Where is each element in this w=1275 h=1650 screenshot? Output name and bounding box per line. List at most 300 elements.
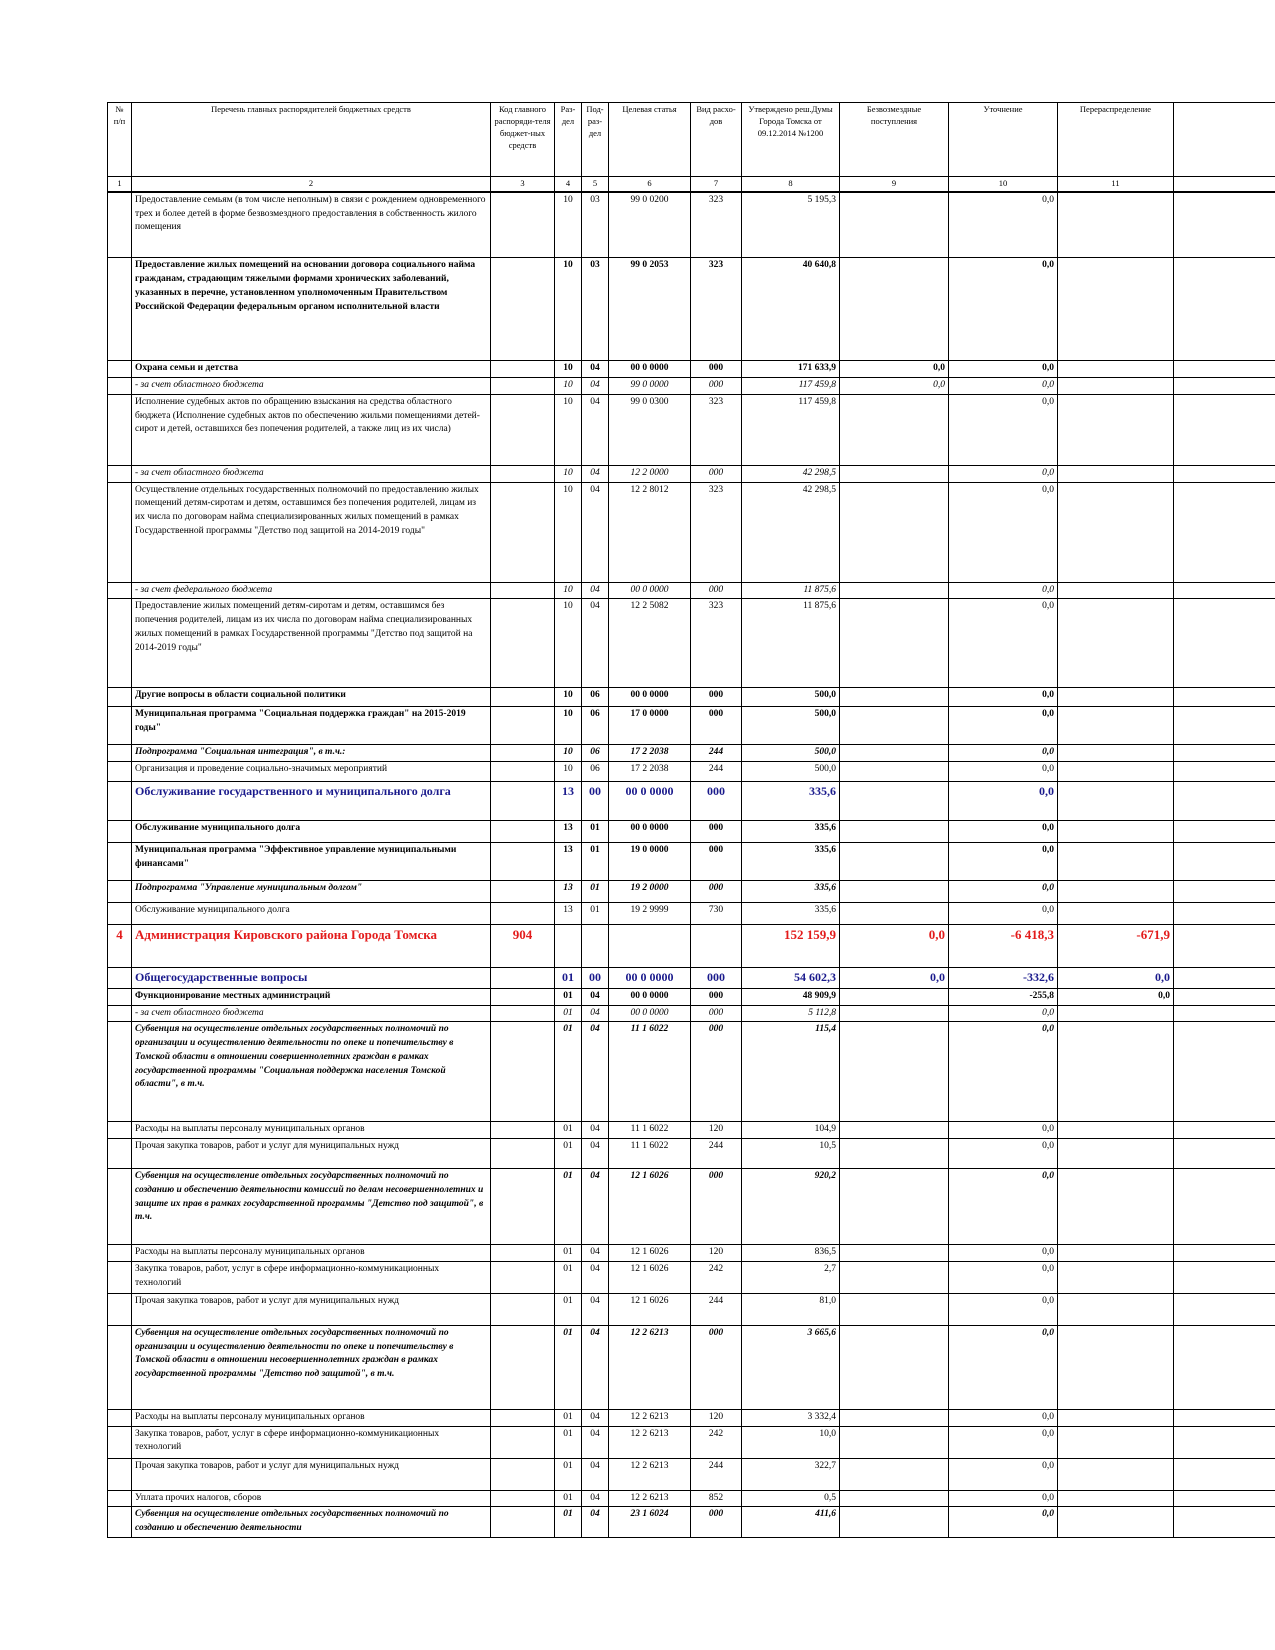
section: 10 xyxy=(555,394,582,465)
admin-code xyxy=(491,1261,555,1293)
extra-cell xyxy=(1174,1139,1275,1169)
row-number xyxy=(108,745,132,762)
approved-amount: 500,0 xyxy=(742,688,840,707)
table-row xyxy=(108,1139,1275,1169)
target-article: 19 0 0000 xyxy=(609,843,691,881)
extra-cell xyxy=(1174,843,1275,881)
target-article: 99 0 0200 xyxy=(609,192,691,258)
table-row xyxy=(108,745,1275,762)
extra-cell xyxy=(1174,192,1275,258)
subsection: 04 xyxy=(582,1261,609,1293)
item-name: Муниципальная программа "Социальная поддержка граждан" на 2015-2019 годы" xyxy=(132,707,491,745)
admin-code: 904 xyxy=(491,925,555,968)
clarification: 0,0 xyxy=(949,688,1058,707)
approved-amount: 836,5 xyxy=(742,1245,840,1262)
column-number: 11 xyxy=(1058,177,1174,192)
section: 01 xyxy=(555,1022,582,1122)
item-name: Субвенция на осуществление отдельных государственных полномочий по созданию и обеспечению деятельности комиссий по делам несовершеннолетних и защите их прав в рамках государственной программы "Детство под защитой", в т.ч. xyxy=(132,1169,491,1245)
extra-cell xyxy=(1174,1426,1275,1458)
expense-type: 000 xyxy=(691,582,742,599)
clarification: 0,0 xyxy=(949,1022,1058,1122)
section: 10 xyxy=(555,378,582,395)
target-article: 99 0 0300 xyxy=(609,394,691,465)
subsection: 04 xyxy=(582,1139,609,1169)
expense-type: 000 xyxy=(691,465,742,482)
clarification: 0,0 xyxy=(949,1245,1058,1262)
clarification: 0,0 xyxy=(949,1293,1058,1325)
admin-code xyxy=(491,192,555,258)
table-row xyxy=(108,599,1275,688)
admin-code xyxy=(491,968,555,988)
redistribution xyxy=(1058,1325,1174,1409)
subsection: 04 xyxy=(582,1490,609,1507)
section: 10 xyxy=(555,599,582,688)
approved-amount: 48 909,9 xyxy=(742,988,840,1005)
row-number xyxy=(108,361,132,378)
clarification: 0,0 xyxy=(949,192,1058,258)
admin-code xyxy=(491,1022,555,1122)
redistribution xyxy=(1058,1293,1174,1325)
row-number xyxy=(108,988,132,1005)
target-article: 11 1 6022 xyxy=(609,1022,691,1122)
table-row xyxy=(108,1409,1275,1426)
extra-cell xyxy=(1174,1005,1275,1022)
expense-type: 000 xyxy=(691,988,742,1005)
subsection: 04 xyxy=(582,465,609,482)
approved-amount: 104,9 xyxy=(742,1122,840,1139)
section: 10 xyxy=(555,745,582,762)
target-article: 12 2 6213 xyxy=(609,1426,691,1458)
section: 13 xyxy=(555,843,582,881)
section: 01 xyxy=(555,1169,582,1245)
subsection: 06 xyxy=(582,707,609,745)
target-article: 12 2 6213 xyxy=(609,1490,691,1507)
subsection: 04 xyxy=(582,482,609,582)
item-name: Уплата прочих налогов, сборов xyxy=(132,1490,491,1507)
table-row xyxy=(108,968,1275,988)
redistribution xyxy=(1058,394,1174,465)
section: 13 xyxy=(555,881,582,903)
row-number xyxy=(108,782,132,821)
row-number xyxy=(108,258,132,361)
target-article: 12 2 8012 xyxy=(609,482,691,582)
subsection: 04 xyxy=(582,1409,609,1426)
free-receipts xyxy=(840,1325,949,1409)
expense-type: 000 xyxy=(691,1005,742,1022)
extra-cell xyxy=(1174,688,1275,707)
target-article: 00 0 0000 xyxy=(609,582,691,599)
subsection: 04 xyxy=(582,1169,609,1245)
extra-cell xyxy=(1174,925,1275,968)
column-number: 5 xyxy=(582,177,609,192)
expense-type: 000 xyxy=(691,1169,742,1245)
extra-cell xyxy=(1174,394,1275,465)
section: 01 xyxy=(555,1122,582,1139)
free-receipts xyxy=(840,1261,949,1293)
redistribution xyxy=(1058,1507,1174,1538)
row-number xyxy=(108,1409,132,1426)
clarification: 0,0 xyxy=(949,1507,1058,1538)
admin-code xyxy=(491,688,555,707)
approved-amount: 322,7 xyxy=(742,1458,840,1490)
clarification: 0,0 xyxy=(949,881,1058,903)
free-receipts xyxy=(840,482,949,582)
row-number xyxy=(108,378,132,395)
expense-type: 000 xyxy=(691,688,742,707)
clarification: 0,0 xyxy=(949,1490,1058,1507)
admin-code xyxy=(491,843,555,881)
section: 10 xyxy=(555,762,582,782)
subsection xyxy=(582,925,609,968)
extra-cell xyxy=(1174,762,1275,782)
table-row xyxy=(108,1458,1275,1490)
row-number xyxy=(108,1122,132,1139)
free-receipts: 0,0 xyxy=(840,925,949,968)
free-receipts xyxy=(840,1005,949,1022)
approved-amount: 54 602,3 xyxy=(742,968,840,988)
free-receipts xyxy=(840,782,949,821)
admin-code xyxy=(491,903,555,925)
free-receipts xyxy=(840,465,949,482)
row-number xyxy=(108,1507,132,1538)
extra-cell xyxy=(1174,258,1275,361)
redistribution xyxy=(1058,1169,1174,1245)
clarification: 0,0 xyxy=(949,1122,1058,1139)
expense-type: 120 xyxy=(691,1409,742,1426)
table-row xyxy=(108,1245,1275,1262)
expense-type: 000 xyxy=(691,1325,742,1409)
table-row xyxy=(108,988,1275,1005)
extra-cell xyxy=(1174,707,1275,745)
extra-cell xyxy=(1174,465,1275,482)
item-name: Общегосударственные вопросы xyxy=(132,968,491,988)
redistribution: 0,0 xyxy=(1058,988,1174,1005)
extra-cell xyxy=(1174,1507,1275,1538)
table-row xyxy=(108,881,1275,903)
approved-amount: 117 459,8 xyxy=(742,378,840,395)
table-row xyxy=(108,762,1275,782)
approved-amount: 115,4 xyxy=(742,1022,840,1122)
admin-code xyxy=(491,1409,555,1426)
subsection: 04 xyxy=(582,1122,609,1139)
subsection: 04 xyxy=(582,361,609,378)
column-numbers-row xyxy=(108,177,1275,192)
target-article: 00 0 0000 xyxy=(609,821,691,843)
target-article xyxy=(609,925,691,968)
expense-type: 000 xyxy=(691,1022,742,1122)
column-number: 8 xyxy=(742,177,840,192)
column-number: 2 xyxy=(132,177,491,192)
clarification: 0,0 xyxy=(949,1325,1058,1409)
column-number: 6 xyxy=(609,177,691,192)
target-article: 00 0 0000 xyxy=(609,968,691,988)
table-row xyxy=(108,582,1275,599)
item-name: - за счет областного бюджета xyxy=(132,465,491,482)
admin-code xyxy=(491,1325,555,1409)
item-name: Субвенция на осуществление отдельных государственных полномочий по организации и осуществлению деятельности по опеке и попечительству в Томской области в отношении совершеннолетних граждан в рамках государственной программы "Социальная поддержка населения Томской области", в т.ч. xyxy=(132,1022,491,1122)
clarification: 0,0 xyxy=(949,1169,1058,1245)
row-number xyxy=(108,192,132,258)
table-row xyxy=(108,821,1275,843)
approved-amount: 335,6 xyxy=(742,903,840,925)
approved-amount: 3 665,6 xyxy=(742,1325,840,1409)
expense-type: 323 xyxy=(691,192,742,258)
admin-code xyxy=(491,1458,555,1490)
target-article: 12 2 5082 xyxy=(609,599,691,688)
admin-code xyxy=(491,1139,555,1169)
redistribution xyxy=(1058,258,1174,361)
approved-amount: 5 195,3 xyxy=(742,192,840,258)
column-number: 10 xyxy=(949,177,1058,192)
header-free: Безвозмездные поступления xyxy=(840,103,949,177)
redistribution xyxy=(1058,1409,1174,1426)
row-number xyxy=(108,843,132,881)
extra-cell xyxy=(1174,1409,1275,1426)
clarification: 0,0 xyxy=(949,1409,1058,1426)
header-redistribution: Перераспределение xyxy=(1058,103,1174,177)
approved-amount: 2,7 xyxy=(742,1261,840,1293)
clarification: -6 418,3 xyxy=(949,925,1058,968)
item-name: Обслуживание муниципального долга xyxy=(132,903,491,925)
free-receipts xyxy=(840,192,949,258)
section: 01 xyxy=(555,1293,582,1325)
subsection: 00 xyxy=(582,782,609,821)
subsection: 01 xyxy=(582,881,609,903)
subsection: 04 xyxy=(582,1245,609,1262)
free-receipts xyxy=(840,394,949,465)
redistribution xyxy=(1058,707,1174,745)
item-name: - за счет федерального бюджета xyxy=(132,582,491,599)
target-article: 00 0 0000 xyxy=(609,988,691,1005)
extra-cell xyxy=(1174,782,1275,821)
section: 01 xyxy=(555,1409,582,1426)
header-type: Вид расхо-дов xyxy=(691,103,742,177)
approved-amount: 335,6 xyxy=(742,821,840,843)
column-number xyxy=(1174,177,1275,192)
header-extra xyxy=(1174,103,1275,177)
redistribution xyxy=(1058,1122,1174,1139)
redistribution xyxy=(1058,599,1174,688)
target-article: 12 1 6026 xyxy=(609,1293,691,1325)
approved-amount: 335,6 xyxy=(742,782,840,821)
approved-amount: 411,6 xyxy=(742,1507,840,1538)
target-article: 00 0 0000 xyxy=(609,361,691,378)
approved-amount: 10,0 xyxy=(742,1426,840,1458)
table-row xyxy=(108,378,1275,395)
redistribution xyxy=(1058,192,1174,258)
admin-code xyxy=(491,582,555,599)
clarification: 0,0 xyxy=(949,843,1058,881)
admin-code xyxy=(491,745,555,762)
target-article: 11 1 6022 xyxy=(609,1122,691,1139)
clarification: 0,0 xyxy=(949,361,1058,378)
extra-cell xyxy=(1174,881,1275,903)
item-name: Прочая закупка товаров, работ и услуг для муниципальных нужд xyxy=(132,1458,491,1490)
redistribution xyxy=(1058,782,1174,821)
target-article: 12 2 0000 xyxy=(609,465,691,482)
header-code: Код главного распоряди-теля бюджет-ных средств xyxy=(491,103,555,177)
subsection: 03 xyxy=(582,192,609,258)
clarification: 0,0 xyxy=(949,465,1058,482)
target-article: 19 2 9999 xyxy=(609,903,691,925)
header-target: Целевая статья xyxy=(609,103,691,177)
extra-cell xyxy=(1174,1022,1275,1122)
free-receipts xyxy=(840,1458,949,1490)
extra-cell xyxy=(1174,1169,1275,1245)
approved-amount: 0,5 xyxy=(742,1490,840,1507)
extra-cell xyxy=(1174,1122,1275,1139)
column-number: 9 xyxy=(840,177,949,192)
expense-type: 120 xyxy=(691,1245,742,1262)
approved-amount: 920,2 xyxy=(742,1169,840,1245)
extra-cell xyxy=(1174,378,1275,395)
clarification: 0,0 xyxy=(949,903,1058,925)
subsection: 04 xyxy=(582,394,609,465)
redistribution xyxy=(1058,482,1174,582)
admin-code xyxy=(491,1169,555,1245)
admin-code xyxy=(491,1122,555,1139)
row-number xyxy=(108,1458,132,1490)
approved-amount: 40 640,8 xyxy=(742,258,840,361)
free-receipts xyxy=(840,903,949,925)
free-receipts xyxy=(840,1139,949,1169)
free-receipts xyxy=(840,1293,949,1325)
row-number xyxy=(108,482,132,582)
item-name: - за счет областного бюджета xyxy=(132,378,491,395)
item-name: Закупка товаров, работ, услуг в сфере информационно-коммуникационных технологий xyxy=(132,1426,491,1458)
free-receipts xyxy=(840,988,949,1005)
clarification: 0,0 xyxy=(949,582,1058,599)
extra-cell xyxy=(1174,1261,1275,1293)
admin-code xyxy=(491,782,555,821)
row-number xyxy=(108,1169,132,1245)
subsection: 03 xyxy=(582,258,609,361)
admin-code xyxy=(491,1245,555,1262)
clarification: 0,0 xyxy=(949,707,1058,745)
header-razdel: Раз-дел xyxy=(555,103,582,177)
section: 01 xyxy=(555,1507,582,1538)
approved-amount: 42 298,5 xyxy=(742,465,840,482)
free-receipts xyxy=(840,843,949,881)
table-row xyxy=(108,1122,1275,1139)
subsection: 04 xyxy=(582,378,609,395)
column-number: 1 xyxy=(108,177,132,192)
row-number xyxy=(108,903,132,925)
expense-type: 000 xyxy=(691,378,742,395)
row-number xyxy=(108,582,132,599)
free-receipts xyxy=(840,1122,949,1139)
clarification: 0,0 xyxy=(949,1426,1058,1458)
subsection: 04 xyxy=(582,1325,609,1409)
free-receipts xyxy=(840,762,949,782)
target-article: 12 2 6213 xyxy=(609,1458,691,1490)
header-approved: Утверждено реш.Думы Города Томска от 09.12.2014 №1200 xyxy=(742,103,840,177)
expense-type: 000 xyxy=(691,1507,742,1538)
admin-code xyxy=(491,762,555,782)
extra-cell xyxy=(1174,745,1275,762)
row-number xyxy=(108,707,132,745)
redistribution xyxy=(1058,843,1174,881)
target-article: 12 2 6213 xyxy=(609,1325,691,1409)
section: 01 xyxy=(555,1325,582,1409)
free-receipts xyxy=(840,1490,949,1507)
row-number xyxy=(108,1022,132,1122)
expense-type: 000 xyxy=(691,782,742,821)
table-header xyxy=(108,103,1275,192)
table-row xyxy=(108,258,1275,361)
expense-type xyxy=(691,925,742,968)
target-article: 99 0 2053 xyxy=(609,258,691,361)
item-name: Субвенция на осуществление отдельных государственных полномочий по созданию и обеспечению деятельности xyxy=(132,1507,491,1538)
free-receipts xyxy=(840,1426,949,1458)
table-row xyxy=(108,361,1275,378)
approved-amount: 11 875,6 xyxy=(742,599,840,688)
extra-cell xyxy=(1174,821,1275,843)
extra-cell xyxy=(1174,482,1275,582)
free-receipts xyxy=(840,1022,949,1122)
redistribution xyxy=(1058,1490,1174,1507)
approved-amount: 81,0 xyxy=(742,1293,840,1325)
subsection: 04 xyxy=(582,1458,609,1490)
expense-type: 242 xyxy=(691,1426,742,1458)
row-number xyxy=(108,688,132,707)
target-article: 19 2 0000 xyxy=(609,881,691,903)
redistribution xyxy=(1058,821,1174,843)
table-row xyxy=(108,1293,1275,1325)
item-name: Исполнение судебных актов по обращению взыскания на средства областного бюджета (Исполнение судебных актов по обеспечению жильми помещениями детей-сирот и детей, оставшихся без попечения родителей, а также лиц из их числа) xyxy=(132,394,491,465)
approved-amount: 500,0 xyxy=(742,762,840,782)
approved-amount: 335,6 xyxy=(742,843,840,881)
redistribution xyxy=(1058,361,1174,378)
clarification: 0,0 xyxy=(949,1139,1058,1169)
target-article: 00 0 0000 xyxy=(609,782,691,821)
redistribution xyxy=(1058,1022,1174,1122)
redistribution: 0,0 xyxy=(1058,968,1174,988)
table-row xyxy=(108,925,1275,968)
section: 10 xyxy=(555,192,582,258)
extra-cell xyxy=(1174,582,1275,599)
item-name: Предоставление жилых помещений на основании договора социального найма гражданам, страдающим тяжелыми формами хронических заболеваний, указанных в перечне, установленном уполномоченным Правительством Российской Федерации федеральным органом исполнительной власти xyxy=(132,258,491,361)
table-row xyxy=(108,465,1275,482)
clarification: 0,0 xyxy=(949,394,1058,465)
admin-code xyxy=(491,1507,555,1538)
free-receipts: 0,0 xyxy=(840,378,949,395)
table-row xyxy=(108,1169,1275,1245)
row-number xyxy=(108,1325,132,1409)
section: 13 xyxy=(555,782,582,821)
free-receipts xyxy=(840,582,949,599)
item-name: Обслуживание муниципального долга xyxy=(132,821,491,843)
free-receipts: 0,0 xyxy=(840,361,949,378)
admin-code xyxy=(491,394,555,465)
item-name: Предоставление жилых помещений детям-сиротам и детям, оставшимся без попечения родителей, лицам из их числа по договорам найма специализированных жилых помещений в рамках Государственной программы "Детство под защитой на 2014-2019 годы" xyxy=(132,599,491,688)
expense-type: 730 xyxy=(691,903,742,925)
table-row xyxy=(108,1325,1275,1409)
target-article: 17 0 0000 xyxy=(609,707,691,745)
subsection: 04 xyxy=(582,1293,609,1325)
budget-table xyxy=(107,102,1275,1538)
approved-amount: 42 298,5 xyxy=(742,482,840,582)
row-number xyxy=(108,1261,132,1293)
table-row xyxy=(108,688,1275,707)
row-number xyxy=(108,881,132,903)
redistribution xyxy=(1058,903,1174,925)
expense-type: 244 xyxy=(691,1293,742,1325)
target-article: 00 0 0000 xyxy=(609,688,691,707)
subsection: 06 xyxy=(582,762,609,782)
approved-amount: 152 159,9 xyxy=(742,925,840,968)
row-number xyxy=(108,968,132,988)
